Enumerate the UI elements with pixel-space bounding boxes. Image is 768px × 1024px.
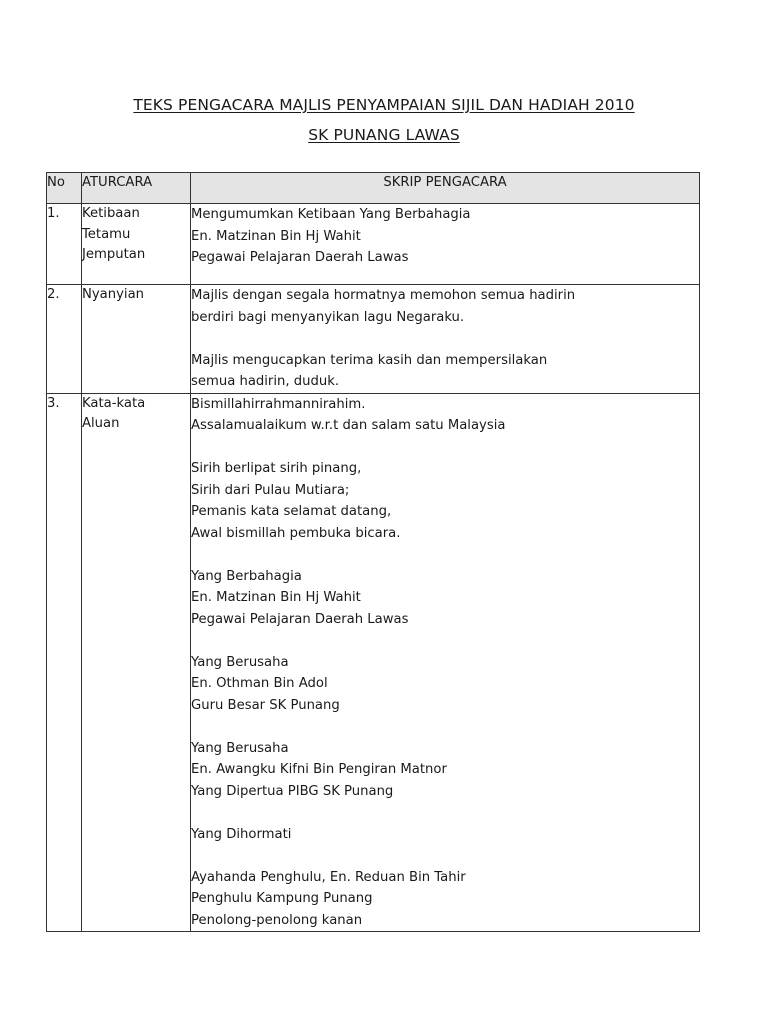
aturcara-line: Kata-kata	[82, 395, 146, 411]
table-body	[47, 204, 700, 932]
aturcara-cell	[82, 204, 191, 285]
table-row	[47, 204, 700, 285]
table-header-row	[47, 173, 700, 204]
skrip-line: Sirih berlipat sirih pinang,	[191, 461, 362, 476]
skrip-line: Pegawai Pelajaran Daerah Lawas	[191, 611, 409, 627]
skrip-blank-line	[191, 630, 699, 652]
skrip-blank-line	[191, 802, 699, 824]
skrip-cell	[191, 393, 700, 932]
skrip-line: semua hadirin, duduk.	[191, 374, 340, 389]
skrip-line: Yang Berbahagia	[191, 568, 302, 584]
skrip-line: En. Awangku Kifni Bin Pengiran Matnor	[191, 762, 447, 777]
skrip-blank-line	[191, 328, 699, 350]
skrip-line: Pegawai Pelajaran Daerah Lawas	[191, 250, 409, 265]
skrip-line: Penghulu Kampung Punang	[191, 891, 373, 906]
row-number: 1.	[47, 206, 60, 221]
table-row	[47, 393, 700, 932]
header-no: No	[47, 173, 82, 204]
row-number-cell	[47, 393, 82, 932]
document-title: TEKS PENGACARA MAJLIS PENYAMPAIAN SIJIL DAN HADIAH 2010	[133, 96, 635, 114]
table-row	[47, 285, 700, 394]
skrip-line: En. Othman Bin Adol	[191, 676, 328, 691]
skrip-line: Awal bismillah pembuka bicara.	[191, 525, 401, 541]
row-number-cell	[47, 204, 82, 285]
skrip-line: Guru Besar SK Punang	[191, 697, 340, 713]
skrip-cell	[191, 204, 700, 285]
skrip-line: Yang Dipertua PIBG SK Punang	[191, 783, 394, 799]
skrip-line: En. Matzinan Bin Hj Wahit	[191, 228, 361, 244]
skrip-line: Pemanis kata selamat datang,	[191, 504, 392, 519]
skrip-line: En. Matzinan Bin Hj Wahit	[191, 590, 361, 605]
row-number-cell	[47, 285, 82, 394]
skrip-line: Mengumumkan Ketibaan Yang Berbahagia	[191, 207, 471, 222]
aturcara-line: Aluan	[82, 416, 120, 431]
skrip-line: berdiri bagi menyanyikan lagu Negaraku.	[191, 309, 465, 325]
skrip-blank-line	[191, 544, 699, 566]
aturcara-line: Nyanyian	[82, 287, 145, 302]
aturcara-line: Tetamu	[82, 226, 131, 242]
aturcara-cell	[82, 285, 191, 394]
skrip-blank-line	[191, 716, 699, 738]
skrip-cell	[191, 285, 700, 394]
skrip-line: Yang Berusaha	[191, 654, 289, 670]
aturcara-cell	[82, 393, 191, 932]
skrip-blank-line	[191, 845, 699, 867]
skrip-line: Majlis dengan segala hormatnya memohon semua hadirin	[191, 288, 576, 303]
header-aturcara: ATURCARA	[82, 173, 191, 204]
aturcara-line: Jemputan	[82, 247, 146, 262]
skrip-line: Yang Dihormati	[191, 826, 292, 842]
row-number: 2.	[47, 287, 60, 302]
aturcara-line: Ketibaan	[82, 206, 140, 221]
row-number: 3.	[47, 395, 60, 411]
skrip-line: Ayahanda Penghulu, En. Reduan Bin Tahir	[191, 869, 466, 885]
skrip-line: Bismillahirrahmannirahim.	[191, 396, 366, 412]
skrip-line: Penolong-penolong kanan	[191, 912, 363, 928]
script-table	[46, 172, 700, 932]
skrip-line: Yang Berusaha	[191, 740, 289, 756]
document-subtitle: SK PUNANG LAWAS	[308, 126, 460, 144]
skrip-line: Majlis mengucapkan terima kasih dan mempersilakan	[191, 352, 548, 368]
header-skrip-pengacara: SKRIP PENGACARA	[191, 173, 700, 204]
skrip-line: Sirih dari Pulau Mutiara;	[191, 482, 350, 498]
skrip-line: Assalamualaikum w.r.t dan salam satu Malaysia	[191, 418, 506, 433]
skrip-blank-line	[191, 437, 699, 459]
